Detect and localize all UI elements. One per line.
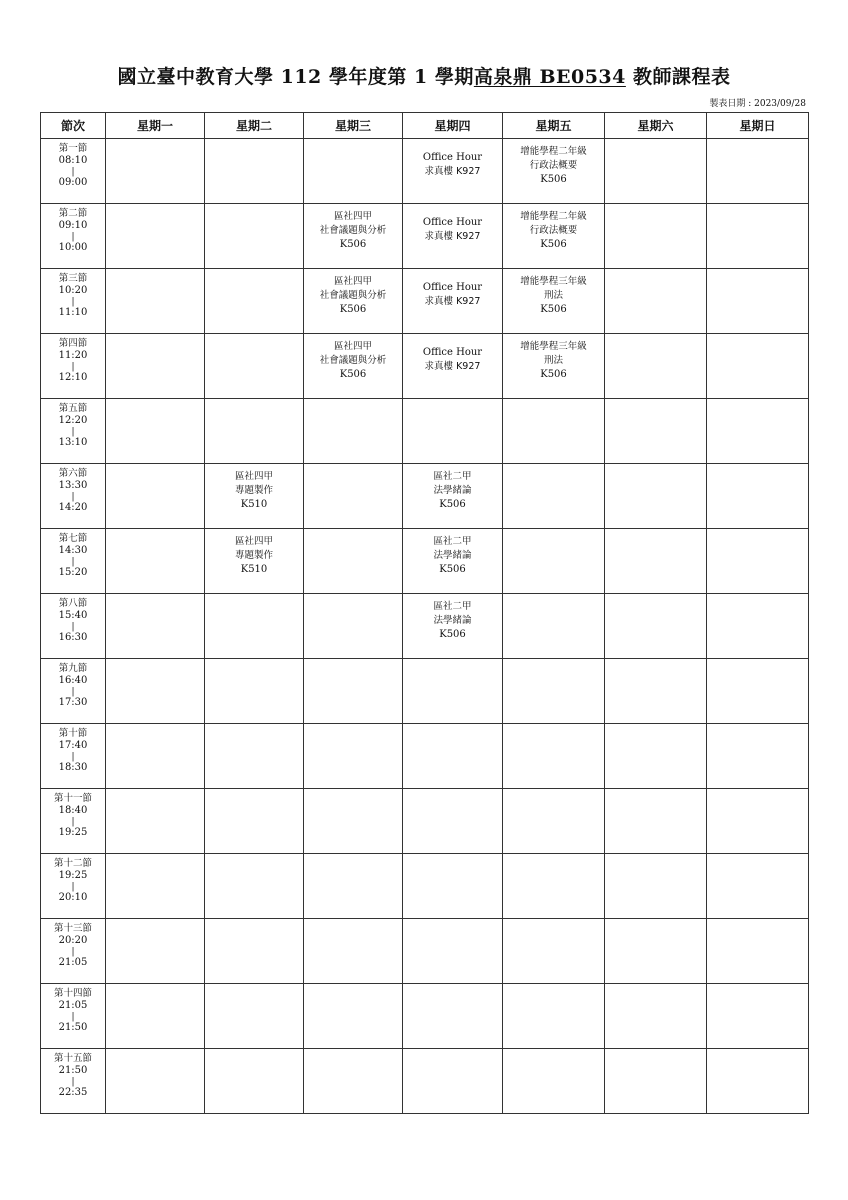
course-line-1: 區社四甲 [333,276,372,287]
course-room: K506 [439,564,466,575]
cell-sun [707,1049,809,1114]
course-line-1: Office Hour [422,347,483,358]
period-cell [41,984,106,1049]
cell-sun [707,854,809,919]
course-room: K506 [439,499,466,510]
period-end: 09:00 [58,177,88,188]
course-line-1: 區社四甲 [333,211,372,222]
cell-tue [205,984,304,1049]
cell-sat [605,529,707,594]
cell-fri [503,204,605,269]
period-name: 第三節 [58,273,88,284]
cell-sat [605,659,707,724]
cell-wed [304,204,403,269]
table-row [41,659,809,724]
course-line-1: Office Hour [422,217,483,228]
period-name: 第一節 [58,143,88,154]
period-cell [41,659,106,724]
table-row [41,1049,809,1114]
cell-fri [503,659,605,724]
period-cell [41,139,106,204]
period-separator: | [71,687,75,697]
cell-mon [106,659,205,724]
course-room: K506 [339,369,367,380]
cell-wed [304,919,403,984]
course-line-1: 增能學程二年級 [520,146,587,157]
cell-sat [605,269,707,334]
period-cell [41,724,106,789]
cell-sun [707,464,809,529]
cell-sun [707,724,809,789]
course-line-1: 增能學程二年級 [520,211,587,222]
period-start: 21:05 [58,1000,88,1011]
cell-sun [707,269,809,334]
cell-tue [205,724,304,789]
table-row [41,789,809,854]
table-row [41,464,809,529]
cell-sun [707,594,809,659]
period-start: 08:10 [58,155,88,166]
cell-fri [503,984,605,1049]
period-start: 12:20 [58,415,88,426]
cell-fri [503,139,605,204]
period-separator: | [71,752,75,762]
cell-sat [605,594,707,659]
cell-mon [106,464,205,529]
period-cell [41,1049,106,1114]
cell-wed [304,724,403,789]
cell-fri [503,334,605,399]
period-end: 19:25 [58,827,88,838]
cell-fri [503,789,605,854]
course-line-2: 求真樓 K927 [424,361,481,372]
period-start: 14:30 [58,545,88,556]
cell-fri [503,1049,605,1114]
table-row [41,399,809,464]
table-row [41,269,809,334]
course-line-2: 社會議題與分析 [319,290,387,301]
course-line-2: 專題製作 [234,485,273,496]
period-start: 10:20 [58,285,88,296]
period-cell [41,464,106,529]
period-start: 18:40 [58,805,88,816]
timetable-body [41,139,809,1114]
title-prefix: 國立臺中教育大學 112 學年度第 1 學期 [117,66,474,88]
period-separator: | [71,817,75,827]
header-sun: 星期日 [707,113,809,139]
period-start: 15:40 [58,610,88,621]
course-line-2: 法學緒論 [433,550,472,561]
cell-wed [304,789,403,854]
period-end: 12:10 [58,372,88,383]
cell-sat [605,724,707,789]
period-name: 第四節 [58,338,88,349]
cell-mon [106,529,205,594]
header-sat: 星期六 [605,113,707,139]
cell-thu [403,1049,503,1114]
cell-sun [707,399,809,464]
course-line-2: 社會議題與分析 [319,355,387,366]
period-start: 19:25 [58,870,88,881]
period-end: 13:10 [58,437,88,448]
header-wed: 星期三 [304,113,403,139]
table-row [41,984,809,1049]
cell-fri [503,919,605,984]
period-separator: | [71,232,75,242]
period-start: 16:40 [58,675,88,686]
cell-thu [403,659,503,724]
course-line-2: 行政法概要 [529,160,578,171]
cell-sat [605,789,707,854]
cell-sat [605,399,707,464]
course-line-1: 增能學程三年級 [520,341,587,352]
cell-thu [403,399,503,464]
period-cell [41,919,106,984]
cell-thu [403,529,503,594]
cell-thu [403,724,503,789]
cell-fri [503,724,605,789]
course-room: K506 [439,629,466,640]
period-separator: | [71,557,75,567]
cell-tue [205,529,304,594]
cell-sun [707,659,809,724]
period-end: 21:50 [58,1022,88,1033]
course-line-1: 區社四甲 [234,471,273,482]
cell-mon [106,724,205,789]
cell-thu [403,984,503,1049]
period-name: 第十一節 [53,793,92,804]
period-cell [41,594,106,659]
period-start: 11:20 [58,350,88,361]
period-name: 第七節 [58,533,88,544]
page-title [0,62,848,89]
course-line-2: 求真樓 K927 [424,166,481,177]
cell-tue [205,139,304,204]
cell-wed [304,269,403,334]
period-start: 13:30 [58,480,88,491]
cell-mon [106,399,205,464]
cell-fri [503,269,605,334]
cell-sat [605,334,707,399]
period-start: 21:50 [58,1065,88,1076]
cell-wed [304,984,403,1049]
period-separator: | [71,622,75,632]
period-end: 15:20 [58,567,88,578]
cell-mon [106,334,205,399]
cell-tue [205,854,304,919]
cell-wed [304,464,403,529]
period-cell [41,854,106,919]
table-row [41,139,809,204]
header-tue: 星期二 [205,113,304,139]
course-line-1: 區社二甲 [433,536,472,547]
cell-mon [106,854,205,919]
course-line-1: Office Hour [422,152,483,163]
course-room: K510 [240,564,268,575]
period-end: 11:10 [58,307,88,318]
period-name: 第二節 [58,208,88,219]
cell-mon [106,269,205,334]
period-name: 第十節 [58,728,88,739]
header-thu: 星期四 [403,113,503,139]
period-start: 17:40 [58,740,88,751]
period-cell [41,399,106,464]
period-name: 第五節 [58,403,88,414]
table-row [41,204,809,269]
cell-thu [403,139,503,204]
course-room: K506 [339,239,367,250]
cell-fri [503,399,605,464]
course-line-1: 區社二甲 [433,471,472,482]
course-line-2: 行政法概要 [529,225,578,236]
period-separator: | [71,947,75,957]
cell-mon [106,1049,205,1114]
cell-thu [403,269,503,334]
header-fri: 星期五 [503,113,605,139]
cell-mon [106,789,205,854]
course-room: K510 [240,499,268,510]
period-cell [41,269,106,334]
cell-tue [205,919,304,984]
period-end: 22:35 [58,1087,88,1098]
cell-thu [403,789,503,854]
header-period: 節次 [41,113,106,139]
course-line-1: 區社四甲 [234,536,273,547]
cell-sun [707,919,809,984]
cell-sun [707,789,809,854]
period-name: 第十四節 [53,988,92,999]
period-name: 第十三節 [53,923,92,934]
cell-wed [304,334,403,399]
course-line-1: 區社二甲 [433,601,472,612]
period-name: 第八節 [58,598,88,609]
period-cell [41,334,106,399]
period-end: 18:30 [58,762,88,773]
period-end: 20:10 [58,892,88,903]
cell-mon [106,919,205,984]
cell-thu [403,334,503,399]
period-end: 16:30 [58,632,88,643]
cell-thu [403,204,503,269]
cell-sun [707,204,809,269]
course-line-1: Office Hour [422,282,483,293]
cell-tue [205,464,304,529]
cell-tue [205,789,304,854]
table-row [41,724,809,789]
made-date: 製表日期 : 2023/09/28 [709,99,806,109]
period-separator: | [71,1077,75,1087]
table-row [41,919,809,984]
period-start: 09:10 [58,220,88,231]
cell-tue [205,269,304,334]
period-end: 17:30 [58,697,88,708]
course-room: K506 [339,304,367,315]
period-separator: | [71,297,75,307]
cell-sun [707,984,809,1049]
table-row [41,854,809,919]
cell-sat [605,204,707,269]
course-line-1: 區社四甲 [333,341,372,352]
cell-sun [707,334,809,399]
period-separator: | [71,167,75,177]
cell-sun [707,139,809,204]
course-room: K506 [540,304,567,315]
cell-wed [304,854,403,919]
cell-tue [205,334,304,399]
cell-sat [605,854,707,919]
cell-fri [503,854,605,919]
timetable [40,112,809,1114]
period-cell [41,204,106,269]
course-room: K506 [540,369,567,380]
cell-tue [205,594,304,659]
period-name: 第九節 [58,663,88,674]
course-line-2: 法學緒論 [433,485,472,496]
course-line-1: 增能學程三年級 [520,276,587,287]
course-line-2: 求真樓 K927 [424,231,481,242]
period-separator: | [71,1012,75,1022]
cell-wed [304,659,403,724]
period-separator: | [71,362,75,372]
cell-wed [304,1049,403,1114]
period-name: 第十五節 [53,1053,92,1064]
period-start: 20:20 [58,935,88,946]
cell-sat [605,1049,707,1114]
cell-thu [403,464,503,529]
period-separator: | [71,492,75,502]
course-line-2: 刑法 [543,355,563,366]
cell-fri [503,594,605,659]
cell-tue [205,659,304,724]
period-name: 第十二節 [53,858,92,869]
period-cell [41,789,106,854]
header-mon: 星期一 [106,113,205,139]
course-room: K506 [540,239,567,250]
cell-wed [304,529,403,594]
cell-tue [205,1049,304,1114]
course-room: K506 [540,174,567,185]
cell-thu [403,854,503,919]
period-separator: | [71,882,75,892]
teacher-name: 高泉鼎 BE0534 [473,66,626,88]
cell-fri [503,464,605,529]
header-row [41,113,809,139]
cell-thu [403,919,503,984]
cell-tue [205,399,304,464]
cell-mon [106,204,205,269]
table-row [41,594,809,659]
period-cell [41,529,106,594]
course-line-2: 刑法 [543,290,563,301]
cell-mon [106,984,205,1049]
cell-tue [205,204,304,269]
table-row [41,334,809,399]
period-name: 第六節 [58,468,88,479]
period-end: 21:05 [58,957,88,968]
period-end: 10:00 [58,242,88,253]
cell-wed [304,139,403,204]
table-row [41,529,809,594]
cell-thu [403,594,503,659]
cell-wed [304,399,403,464]
period-end: 14:20 [58,502,88,513]
cell-sat [605,139,707,204]
cell-wed [304,594,403,659]
cell-mon [106,139,205,204]
course-line-2: 專題製作 [234,550,273,561]
cell-sat [605,919,707,984]
title-suffix: 教師課程表 [625,66,731,88]
course-line-2: 求真樓 K927 [424,296,481,307]
cell-fri [503,529,605,594]
cell-sat [605,464,707,529]
period-separator: | [71,427,75,437]
course-line-2: 法學緒論 [433,615,472,626]
cell-sun [707,529,809,594]
cell-sat [605,984,707,1049]
course-line-2: 社會議題與分析 [319,225,387,236]
cell-mon [106,594,205,659]
